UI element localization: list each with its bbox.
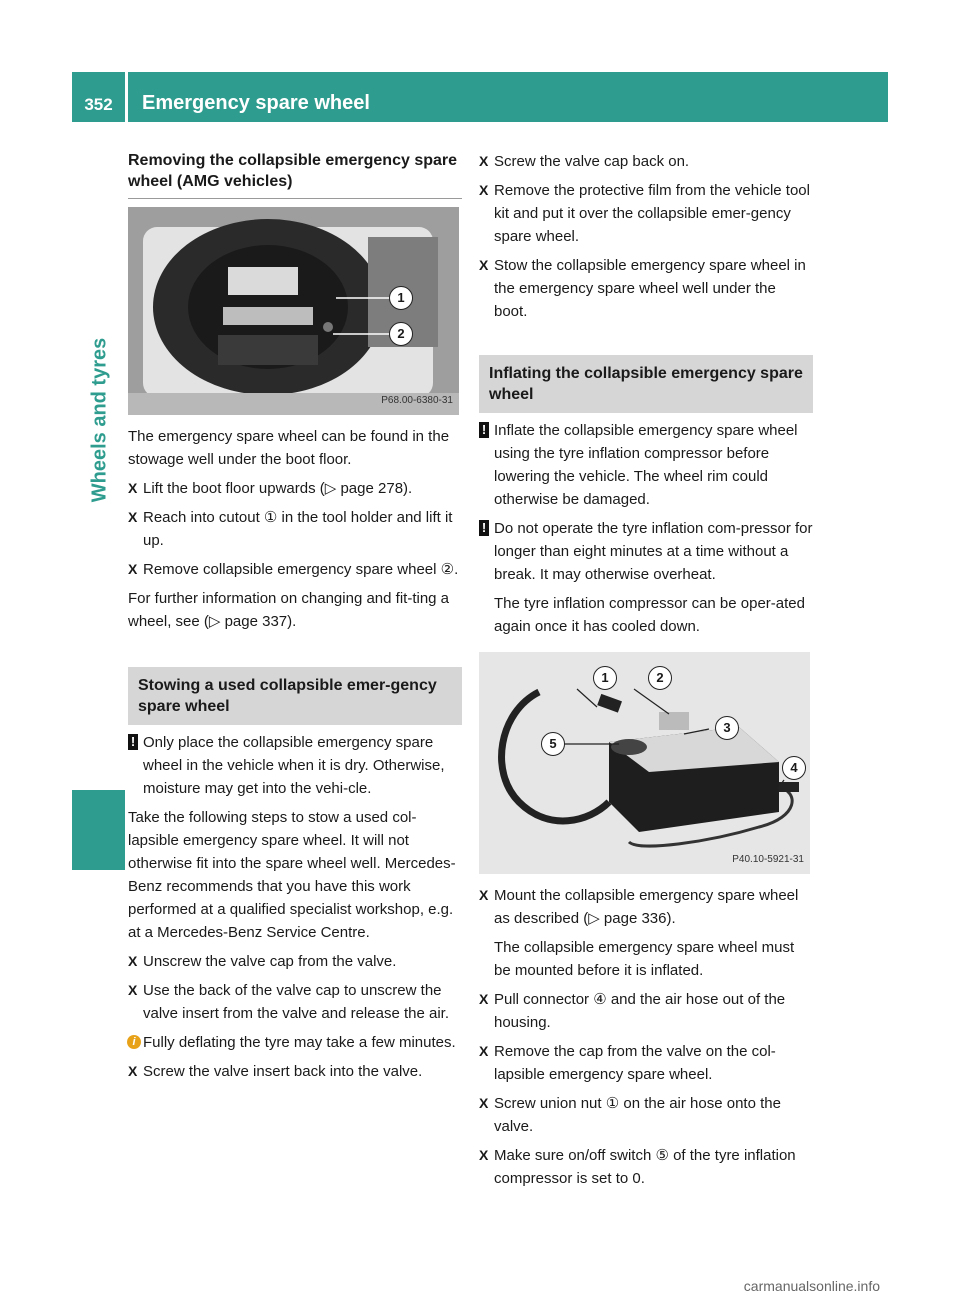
step: X Remove the cap from the valve on the col-lapsible emergency spare wheel. — [479, 1043, 776, 1083]
intro-text: The emergency spare wheel can be found in the stowage well under the boot floor. — [128, 428, 450, 468]
step: X Screw the valve cap back on. — [479, 153, 690, 170]
figure-spare-wheel-well — [128, 207, 459, 415]
figure-code: P68.00-6380-31 — [381, 395, 453, 406]
spare-wheel-illustration — [128, 207, 459, 415]
section-title: Emergency spare wheel — [128, 72, 888, 122]
further-info: For further information on changing and fit-ting a wheel, see (▷ page 337). — [128, 590, 450, 630]
page-number: 352 — [72, 72, 125, 122]
heading-removing: Removing the collapsible emergency spare wheel (AMG vehicles) — [128, 150, 462, 199]
chapter-label: Wheels and tyres — [88, 337, 111, 503]
warning-note: ! Do not operate the tyre inflation com-pressor for longer than eight minutes at a time without a break. It may otherwise overheat. — [479, 517, 813, 586]
step: X Remove the protective film from the vehicle tool kit and put it over the collapsible emer-gency spare wheel. — [479, 182, 810, 245]
callout-5: 5 — [541, 732, 565, 756]
step: X Use the back of the valve cap to unscrew the valve insert from the valve and release the air. — [128, 982, 449, 1022]
page-header — [72, 72, 888, 122]
left-column — [128, 150, 462, 1089]
chapter-tab — [72, 150, 125, 1226]
watermark: carmanualsonline.info — [743, 1278, 880, 1294]
step: X Stow the collapsible emergency spare wheel in the emergency spare wheel well under the boot. — [479, 257, 806, 320]
step: X Screw the valve insert back into the valve. — [128, 1063, 423, 1080]
step: X Mount the collapsible emergency spare wheel as described (▷ page 336). — [479, 887, 799, 927]
note-continued: The tyre inflation compressor can be oper-ated again once it has cooled down. — [494, 595, 805, 635]
warning-icon: ! — [128, 734, 138, 750]
warning-icon: ! — [479, 422, 489, 438]
warning-note: ! Only place the collapsible emergency spare wheel in the vehicle when it is dry. Otherwise, moisture may get into the vehi-cle. — [128, 731, 462, 800]
heading-inflating: Inflating the collapsible emergency spare wheel — [479, 355, 813, 413]
step: X Make sure on/off switch ⑤ of the tyre inflation compressor is set to 0. — [479, 1147, 796, 1187]
step: X Reach into cutout ① in the tool holder and lift it up. — [128, 509, 453, 549]
step: X Remove collapsible emergency spare wheel ②. — [128, 561, 459, 578]
step: X Lift the boot floor upwards (▷ page 278). — [128, 480, 413, 497]
step: X Unscrew the valve cap from the valve. — [128, 953, 397, 970]
heading-stowing: Stowing a used collapsible emer-gency spare wheel — [128, 667, 462, 725]
right-column — [479, 150, 813, 1196]
callout-2: 2 — [389, 322, 413, 346]
callout-3: 3 — [715, 716, 739, 740]
warning-icon: ! — [479, 520, 489, 536]
chapter-marker — [72, 790, 125, 870]
callout-1: 1 — [593, 666, 617, 690]
info-icon: i — [127, 1035, 141, 1049]
info-note: i Fully deflating the tyre may take a few minutes. — [128, 1031, 462, 1054]
callout-2: 2 — [648, 666, 672, 690]
step: X Screw union nut ① on the air hose onto the valve. — [479, 1095, 781, 1135]
stowing-text: Take the following steps to stow a used col-lapsible emergency spare wheel. It will not otherwise fit into the spare wheel well. Mercedes-Benz recommends that you have this work performed at a qualified specialist workshop, e.g. at a Mercedes-Benz Service Centre. — [128, 809, 456, 941]
callout-4: 4 — [782, 756, 806, 780]
step: X Pull connector ④ and the air hose out of the housing. — [479, 991, 786, 1031]
figure-code: P40.10-5921-31 — [732, 854, 804, 865]
warning-note: ! Inflate the collapsible emergency spare wheel using the tyre inflation compressor before lowering the vehicle. The wheel rim could otherwise be damaged. — [479, 419, 813, 511]
figure-compressor — [479, 652, 810, 874]
callout-1: 1 — [389, 286, 413, 310]
compressor-illustration — [479, 652, 810, 874]
step-subtext: The collapsible emergency spare wheel must be mounted before it is inflated. — [494, 939, 795, 979]
